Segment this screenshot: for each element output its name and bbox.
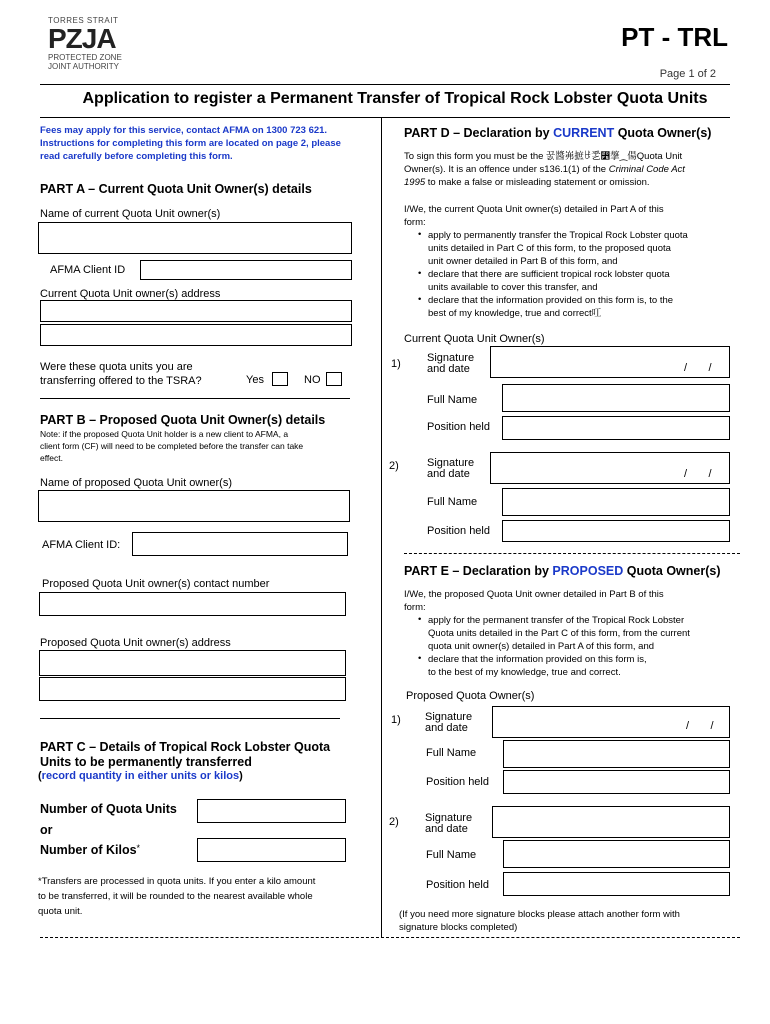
part-d-bullet-2: • declare that there are sufficient tropical rock lobster quota units available to cover this transfer, and (416, 268, 734, 294)
d-signer-2-number: 2) (389, 460, 399, 472)
part-d-heading-post: Quota Owner(s) (614, 126, 712, 140)
logo-sub-1: PROTECTED ZONE (48, 53, 122, 62)
part-e-bullet-2: • declare that the information provided on this form is, to the best of my knowledge, true and correct. (416, 653, 736, 679)
e-signer-1-position-label: Position held (426, 776, 489, 788)
header-rule (40, 84, 730, 85)
e-signer-2-position-input[interactable] (503, 872, 730, 896)
part-b-note-line-1: Note: if the proposed Quota Unit holder is a new client to AFMA, a (40, 429, 289, 439)
current-owners-label: Current Quota Unit Owner(s) (404, 333, 545, 345)
or-label: or (40, 823, 53, 837)
kilos-asterisk: * (136, 843, 141, 853)
title-rule (40, 117, 730, 118)
proposed-address-input-1[interactable] (39, 650, 346, 676)
part-d-heading-pre: PART D – Declaration by (404, 126, 554, 140)
form-code: PT - TRL (621, 22, 728, 52)
part-a-separator (40, 398, 350, 399)
part-d-declaration (404, 203, 734, 320)
current-client-id-label: AFMA Client ID (50, 264, 126, 276)
d-signer-1-fullname-label: Full Name (427, 394, 478, 406)
part-d-heading (404, 126, 711, 140)
page-title: Application to register a Permanent Transfer of Tropical Rock Lobster Quota Units (82, 90, 708, 107)
e-signer-1-sig-label: Signature and date (425, 711, 473, 734)
column-divider (381, 118, 382, 938)
current-owner-name-input[interactable] (38, 222, 352, 254)
part-b-note (40, 428, 303, 464)
intro-2-italic: Criminal Code Act (608, 164, 685, 175)
d-signer-2-fullname-label: Full Name (427, 496, 478, 508)
part-e-declaration (404, 588, 736, 679)
logo (48, 16, 148, 71)
part-d-bullet-3: • declare that the information provided on this form is, to the best of my knowledge, true and correct叿 (416, 294, 734, 320)
fees-notice (40, 124, 341, 163)
part-e-heading-pre: PART E – Declaration by (404, 564, 553, 578)
part-a-heading: PART A – Current Quota Unit Owner(s) details (40, 182, 312, 196)
proposed-owner-name-label: Name of proposed Quota Unit owner(s) (40, 477, 232, 489)
footnote-line-1: *Transfers are processed in quota units. If you enter a kilo amount (38, 876, 316, 887)
d-signer-1-position-input[interactable] (502, 416, 730, 440)
kilos-label-text: Number of Kilos (40, 843, 137, 857)
current-client-id-input[interactable] (140, 260, 352, 280)
d-signer-1-sig-label: Signature and date (427, 352, 475, 375)
page-number: Page 1 of 2 (659, 68, 716, 80)
intro-1-garbled: 꿄醬岪摭ꄇ乯⃵摮⁔偒 (546, 151, 637, 162)
d-signer-2-position-input[interactable] (502, 520, 730, 542)
current-owner-address-input-2[interactable] (40, 324, 352, 346)
logo-top-text: TORRES STRAIT (48, 16, 119, 25)
fees-line-1: Fees may apply for this service, contact AFMA on 1300 723 621. (40, 125, 328, 136)
tsra-no-label: NO (304, 374, 321, 386)
tsra-question (40, 360, 202, 388)
e-signer-1-number: 1) (391, 714, 401, 726)
e-signer-1-fullname-input[interactable] (503, 740, 730, 768)
tsra-yes-label: Yes (246, 374, 264, 386)
part-c-sub-close: ) (239, 770, 243, 782)
logo-main-text: PZJA (48, 23, 116, 54)
part-e-bullet-1: • apply for the permanent transfer of the Tropical Rock Lobster Quota units detailed in the Part C of this form, from the current quota unit owner(s) detailed in Part A of this form, and (416, 614, 736, 653)
e-signer-1-fullname-label: Full Name (426, 747, 477, 759)
signature-blocks-note (399, 908, 680, 934)
d-signer-2-date-slashes: / / (684, 468, 712, 480)
footnote-line-2: to be transferred, it will be rounded to the nearest available whole (38, 891, 313, 902)
part-e-we-line-1: I/We, the proposed Quota Unit owner detailed in Part B of this (404, 589, 664, 600)
part-c-footnote (38, 874, 315, 919)
part-c-heading-line-1: PART C – Details of Tropical Rock Lobster Quota (40, 740, 331, 754)
e-signer-2-position-label: Position held (426, 879, 489, 891)
part-d-we-line-1: I/We, the current Quota Unit owner(s) detailed in Part A of this (404, 204, 664, 215)
part-d-intro (404, 150, 734, 189)
current-owner-address-input-1[interactable] (40, 300, 352, 322)
part-c-subheading (38, 770, 243, 782)
e-signer-1-position-input[interactable] (503, 770, 730, 794)
kilos-input[interactable] (197, 838, 346, 862)
e-signer-2-signature-input[interactable] (492, 806, 730, 838)
e-signer-2-sig-label: Signature and date (425, 812, 473, 835)
part-e-heading-highlight: PROPOSED (552, 564, 624, 578)
logo-sub-2: JOINT AUTHORITY (48, 62, 119, 71)
fees-line-3: read carefully before completing this form. (40, 151, 233, 162)
part-b-note-line-3: effect. (40, 453, 63, 463)
tsra-yes-checkbox[interactable] (272, 372, 288, 386)
proposed-client-id-input[interactable] (132, 532, 348, 556)
e-signer-2-fullname-label: Full Name (426, 849, 477, 861)
d-signer-2-fullname-input[interactable] (502, 488, 730, 516)
tsra-question-line-2: transferring offered to the TSRA? (40, 375, 202, 387)
d-signer-2-sig-label: Signature and date (427, 457, 475, 480)
d-signer-1-number: 1) (391, 358, 401, 370)
e-signer-2-number: 2) (389, 816, 399, 828)
proposed-address-input-2[interactable] (39, 677, 346, 701)
e-signer-1-date-slashes: / / (686, 720, 714, 732)
footnote-line-3: quota unit. (38, 906, 83, 917)
signature-note-line-1: (If you need more signature blocks please attach another form with (399, 909, 680, 920)
part-d-we-line-2: form: (404, 217, 426, 228)
proposed-owner-name-input[interactable] (38, 490, 350, 522)
proposed-contact-label: Proposed Quota Unit owner(s) contact number (42, 578, 270, 590)
e-signer-2-fullname-input[interactable] (503, 840, 730, 868)
intro-3-italic: 1995 (404, 177, 426, 188)
part-d-heading-highlight: CURRENT (553, 126, 615, 140)
part-c-sub-text: record quantity in either units or kilos (41, 770, 240, 782)
part-b-separator (40, 718, 340, 719)
part-c-sub-open: ( (38, 770, 42, 782)
quota-units-label: Number of Quota Units (40, 802, 177, 816)
d-signer-1-date-slashes: / / (684, 362, 712, 374)
current-owner-name-label: Name of current Quota Unit owner(s) (40, 208, 221, 220)
intro-1-pre: To sign this form you must be the (404, 151, 547, 162)
current-owner-address-label: Current Quota Unit owner(s) address (40, 288, 221, 300)
d-signer-1-fullname-input[interactable] (502, 384, 730, 412)
quota-units-input[interactable] (197, 799, 346, 823)
intro-1-post: Quota Unit (636, 151, 683, 162)
tsra-no-checkbox[interactable] (326, 372, 342, 386)
kilos-label (40, 843, 140, 857)
intro-3: to make a false or misleading statement or omission. (425, 177, 650, 188)
d-signer-1-position-label: Position held (427, 421, 490, 433)
part-d-separator (404, 553, 740, 554)
d-signer-2-position-label: Position held (427, 525, 490, 537)
part-b-note-line-2: client form (CF) will need to be completed before the transfer can take (40, 441, 304, 451)
part-d-bullet-1: • apply to permanently transfer the Tropical Rock Lobster quota units detailed in Part C of this form, to the proposed quota unit owner detailed in Part B of this form, and (416, 229, 734, 268)
part-e-heading-post: Quota Owner(s) (623, 564, 721, 578)
part-b-heading: PART B – Proposed Quota Unit Owner(s) details (40, 413, 326, 427)
proposed-contact-input[interactable] (39, 592, 346, 616)
part-e-we-line-2: form: (404, 602, 426, 613)
proposed-owners-label: Proposed Quota Owner(s) (406, 690, 535, 702)
tsra-question-line-1: Were these quota units you are (40, 361, 193, 373)
proposed-address-label: Proposed Quota Unit owner(s) address (40, 637, 231, 649)
part-e-heading (404, 564, 721, 578)
proposed-client-id-label: AFMA Client ID: (42, 539, 121, 551)
part-c-heading (40, 740, 330, 770)
bottom-rule (40, 937, 740, 938)
fees-line-2: Instructions for completing this form are located on page 2, please (40, 138, 341, 149)
part-c-heading-line-2: Units to be permanently transferred (40, 755, 252, 769)
signature-note-line-2: signature blocks completed) (399, 922, 518, 933)
intro-2: Owner(s). It is an offence under s136.1(1) of the (404, 164, 609, 175)
